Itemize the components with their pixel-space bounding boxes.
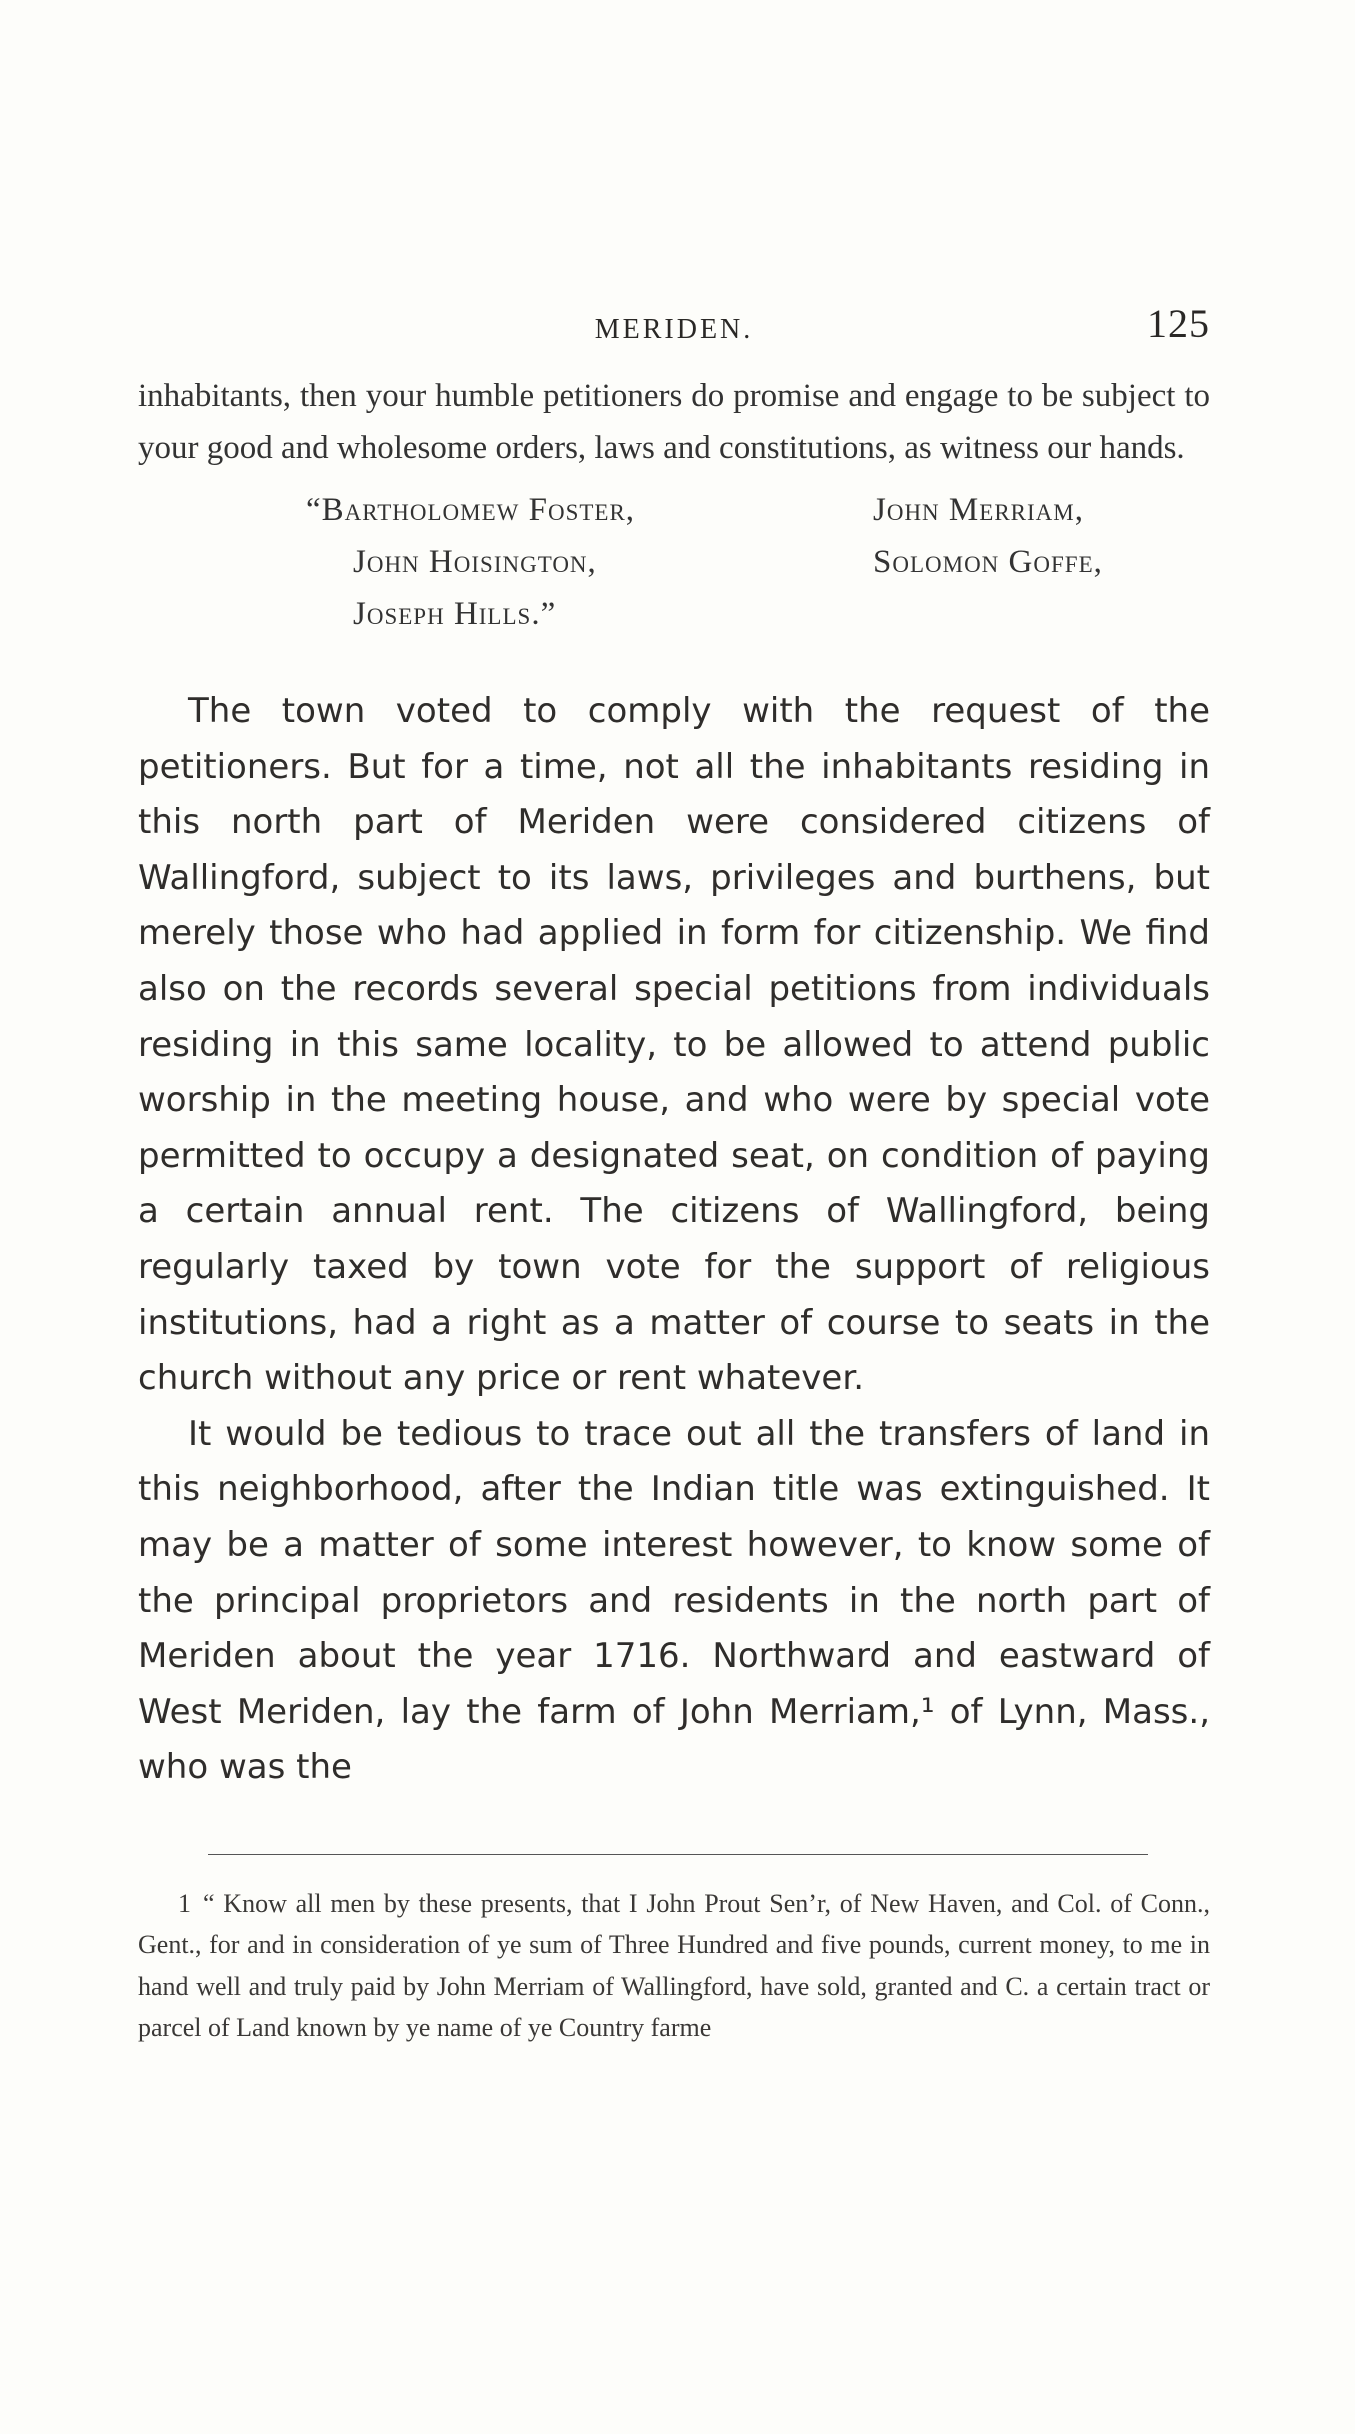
- body-paragraph: The town voted to comply with the request of the petitioners. But for a time, not all the inhabitants residing in this north part of Meriden were considered citizens of Wallingford, subject to its laws, privileges and burthens, but merely those who had applied in form for citizenship. We find also on the records several special petitions from individuals residing in this same locality, to be allowed to attend public worship in the meeting house, and who were by special vote permitted to occupy a designated seat, on condition of paying a certain annual rent. The citizens of Wallingford, being regularly taxed by town vote for the support of religious institutions, had a right as a matter of course to seats in the church without any price or rent whatever.: [138, 691, 1210, 1399]
- signature-block: [138, 484, 1210, 644]
- signature-solomon-goffe: Solomon Goffe,: [873, 544, 1103, 580]
- running-title: MERIDEN.: [594, 314, 754, 345]
- opening-paragraph: inhabitants, then your humble petitioners do promise and engage to be subject to your good and wholesome orders, laws and constitutions, as witness our hands.: [138, 378, 1210, 466]
- signature-john-merriam: John Merriam,: [873, 492, 1084, 528]
- body-text: [138, 684, 1210, 1796]
- footnote: [138, 1883, 1210, 2049]
- footnote-divider: [208, 1854, 1148, 1855]
- signature-bartholomew-foster: “Bartholomew Foster,: [306, 492, 636, 528]
- signature-john-hoisington: John Hoisington,: [353, 544, 597, 580]
- footnote-number: 1: [178, 1888, 191, 1918]
- running-head: [138, 290, 1210, 350]
- page-number: 125: [1147, 301, 1210, 346]
- footnote-text: “ Know all men by these presents, that I John Prout Sen’r, of New Haven, and Col. of Conn., Gent., for and in consideration of ye sum of Three Hundred and five pounds, current money, to me in hand well and truly paid by John Merriam of Wallingford, have sold, granted and C. a certain tract or parcel of Land known by ye name of ye Country farme: [138, 1888, 1210, 2043]
- signature-joseph-hills: Joseph Hills.”: [353, 596, 557, 632]
- book-page: [138, 290, 1210, 2049]
- body-paragraph: It would be tedious to trace out all the transfers of land in this neighborhood, after the Indian title was extinguished. It may be a matter of some interest however, to know some of the principal proprietors and residents in the north part of Meriden about the year 1716. Northward and eastward of West Meriden, lay the farm of John Merriam,¹ of Lynn, Mass., who was the: [138, 1413, 1210, 1788]
